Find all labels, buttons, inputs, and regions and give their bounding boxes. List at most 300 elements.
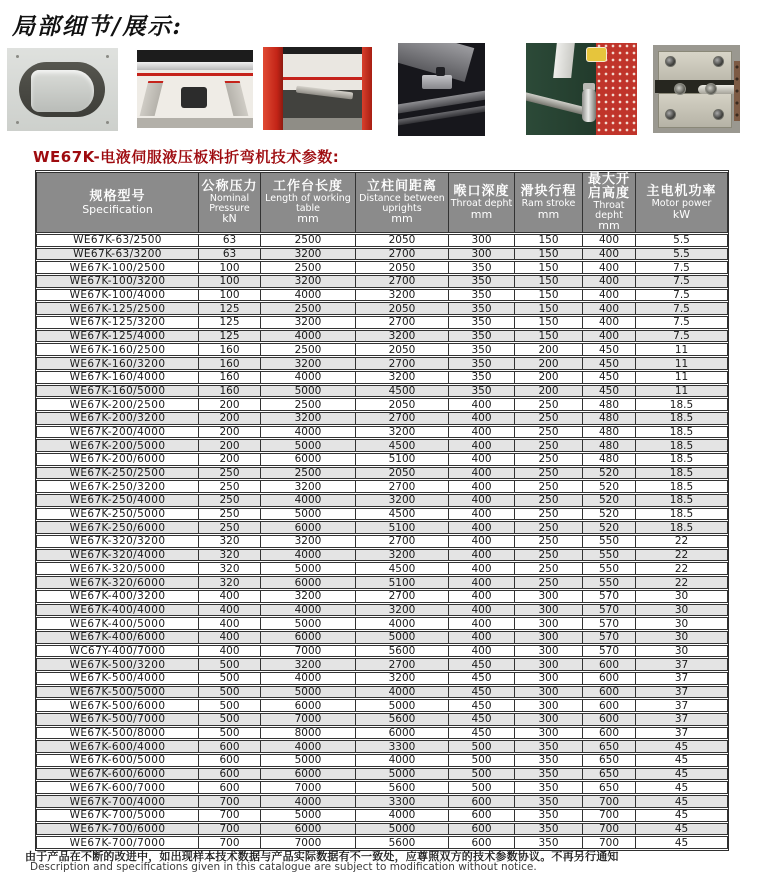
value-cell: 500: [199, 686, 261, 699]
model-cell: WE67K-160/2500: [36, 343, 199, 356]
value-cell: 160: [199, 357, 261, 370]
gauge-mechanism-shape: [181, 87, 207, 107]
value-cell: 4000: [261, 330, 356, 343]
value-cell: 400: [583, 316, 636, 329]
model-cell: WE67K-600/4000: [36, 740, 199, 753]
floor-shape: [283, 118, 363, 130]
value-cell: 400: [449, 398, 515, 411]
value-cell: 350: [515, 781, 583, 794]
value-cell: 6000: [261, 768, 356, 781]
value-cell: 300: [515, 590, 583, 603]
screw-dot: [106, 121, 109, 124]
value-cell: 400: [449, 549, 515, 562]
model-cell: WE67K-400/6000: [36, 631, 199, 644]
model-cell: WE67K-500/7000: [36, 713, 199, 726]
value-cell: 22: [636, 535, 728, 548]
page-title: 局部细节/展示:: [12, 13, 183, 40]
value-cell: 11: [636, 357, 728, 370]
product-photo-2: [137, 50, 253, 128]
value-cell: 450: [583, 343, 636, 356]
disclaimer-en: Description and specifications given in this catalogue are subject to modification without notice.: [30, 861, 537, 873]
floor-shape: [137, 118, 253, 128]
value-cell: 5000: [356, 823, 449, 836]
model-cell: WE67K-600/6000: [36, 768, 199, 781]
value-cell: 7.5: [636, 316, 728, 329]
value-cell: 520: [583, 494, 636, 507]
value-cell: 4500: [356, 385, 449, 398]
value-cell: 600: [449, 836, 515, 849]
spec-row: [36, 439, 728, 452]
value-cell: 200: [199, 426, 261, 439]
value-cell: 350: [515, 795, 583, 808]
value-cell: 7000: [261, 713, 356, 726]
value-cell: 600: [583, 686, 636, 699]
column-header: 规格型号 Specification: [36, 172, 199, 233]
value-cell: 4000: [261, 289, 356, 302]
value-cell: 350: [449, 330, 515, 343]
value-cell: 250: [515, 426, 583, 439]
value-cell: 700: [583, 823, 636, 836]
value-cell: 160: [199, 371, 261, 384]
value-cell: 650: [583, 768, 636, 781]
model-cell: WC67Y-400/7000: [36, 645, 199, 658]
value-cell: 5000: [261, 439, 356, 452]
model-cell: WE67K-160/4000: [36, 371, 199, 384]
value-cell: 600: [199, 754, 261, 767]
value-cell: 2500: [261, 234, 356, 247]
value-cell: 250: [515, 521, 583, 534]
value-cell: 5000: [261, 508, 356, 521]
spec-row: [36, 316, 728, 329]
value-cell: 520: [583, 508, 636, 521]
spec-row: [36, 713, 728, 726]
value-cell: 450: [449, 713, 515, 726]
value-cell: 200: [515, 343, 583, 356]
model-cell: WE67K-160/3200: [36, 357, 199, 370]
value-cell: 250: [515, 439, 583, 452]
product-photo-6: [653, 45, 740, 133]
value-cell: 250: [199, 467, 261, 480]
value-cell: 250: [515, 494, 583, 507]
value-cell: 350: [449, 316, 515, 329]
spec-row: [36, 385, 728, 398]
spec-row: [36, 467, 728, 480]
value-cell: 45: [636, 836, 728, 849]
value-cell: 3200: [356, 371, 449, 384]
value-cell: 100: [199, 261, 261, 274]
model-cell: WE67K-320/3200: [36, 535, 199, 548]
spec-row: [36, 672, 728, 685]
value-cell: 100: [199, 275, 261, 288]
spec-row: [36, 330, 728, 343]
value-cell: 4000: [261, 795, 356, 808]
value-cell: 300: [515, 686, 583, 699]
model-cell: WE67K-125/4000: [36, 330, 199, 343]
value-cell: 600: [449, 795, 515, 808]
spec-row: [36, 508, 728, 521]
value-cell: 300: [515, 699, 583, 712]
value-cell: 7000: [261, 645, 356, 658]
value-cell: 160: [199, 385, 261, 398]
value-cell: 125: [199, 316, 261, 329]
model-cell: WE67K-500/8000: [36, 727, 199, 740]
value-cell: 2700: [356, 248, 449, 261]
value-cell: 500: [199, 727, 261, 740]
value-cell: 200: [515, 385, 583, 398]
value-cell: 350: [515, 768, 583, 781]
disclaimer-cn: 由于产品在不断的改进中，如出现样本技术数据与产品实际数据有不一致处，应尊照双方的技术参数协议。不再另行通知: [25, 850, 619, 863]
value-cell: 400: [449, 508, 515, 521]
value-cell: 450: [449, 672, 515, 685]
value-cell: 2050: [356, 234, 449, 247]
column-header: 公称压力 Nominal Pressure kN: [199, 172, 261, 233]
value-cell: 4500: [356, 439, 449, 452]
value-cell: 45: [636, 740, 728, 753]
value-cell: 3300: [356, 740, 449, 753]
value-cell: 500: [449, 740, 515, 753]
value-cell: 160: [199, 343, 261, 356]
model-cell: WE67K-700/6000: [36, 823, 199, 836]
value-cell: 150: [515, 275, 583, 288]
value-cell: 500: [199, 699, 261, 712]
value-cell: 700: [583, 795, 636, 808]
value-cell: 350: [515, 754, 583, 767]
value-cell: 37: [636, 658, 728, 671]
value-cell: 5600: [356, 713, 449, 726]
value-cell: 500: [199, 658, 261, 671]
value-cell: 600: [583, 699, 636, 712]
value-cell: 18.5: [636, 494, 728, 507]
value-cell: 200: [199, 439, 261, 452]
value-cell: 350: [515, 740, 583, 753]
value-cell: 700: [583, 809, 636, 822]
model-cell: WE67K-500/6000: [36, 699, 199, 712]
carriage-block-shape: [422, 75, 452, 90]
value-cell: 37: [636, 686, 728, 699]
column-header: 工作台长度 Length of working table mm: [261, 172, 356, 233]
value-cell: 480: [583, 426, 636, 439]
model-cell: WE67K-400/4000: [36, 604, 199, 617]
model-cell: WE67K-200/2500: [36, 398, 199, 411]
spec-row: [36, 631, 728, 644]
red-stripe-shape: [283, 77, 363, 80]
value-cell: 4000: [261, 549, 356, 562]
spec-row: [36, 275, 728, 288]
value-cell: 2500: [261, 302, 356, 315]
value-cell: 150: [515, 261, 583, 274]
value-cell: 45: [636, 754, 728, 767]
value-cell: 350: [449, 357, 515, 370]
value-cell: 400: [449, 412, 515, 425]
value-cell: 570: [583, 604, 636, 617]
spec-row: [36, 781, 728, 794]
value-cell: 4000: [261, 740, 356, 753]
value-cell: 18.5: [636, 412, 728, 425]
value-cell: 5000: [261, 385, 356, 398]
value-cell: 480: [583, 453, 636, 466]
value-cell: 500: [199, 713, 261, 726]
value-cell: 5100: [356, 521, 449, 534]
value-cell: 250: [515, 412, 583, 425]
value-cell: 480: [583, 412, 636, 425]
value-cell: 200: [515, 371, 583, 384]
value-cell: 250: [515, 535, 583, 548]
column-header: 主电机功率 Motor power kW: [636, 172, 728, 233]
value-cell: 5000: [356, 699, 449, 712]
value-cell: 2050: [356, 302, 449, 315]
value-cell: 150: [515, 234, 583, 247]
value-cell: 11: [636, 385, 728, 398]
spec-row: [36, 576, 728, 589]
value-cell: 11: [636, 343, 728, 356]
spec-row: [36, 535, 728, 548]
spec-row: [36, 234, 728, 247]
spec-row: [36, 521, 728, 534]
value-cell: 3200: [261, 412, 356, 425]
value-cell: 7.5: [636, 275, 728, 288]
model-cell: WE67K-63/3200: [36, 248, 199, 261]
value-cell: 350: [449, 371, 515, 384]
model-cell: WE67K-100/4000: [36, 289, 199, 302]
value-cell: 400: [449, 494, 515, 507]
spec-row: [36, 480, 728, 493]
model-cell: WE67K-160/5000: [36, 385, 199, 398]
value-cell: 37: [636, 699, 728, 712]
value-cell: 45: [636, 823, 728, 836]
model-cell: WE67K-200/4000: [36, 426, 199, 439]
red-frame-column: [362, 47, 372, 130]
value-cell: 3200: [261, 357, 356, 370]
value-cell: 30: [636, 645, 728, 658]
value-cell: 250: [515, 549, 583, 562]
value-cell: 650: [583, 740, 636, 753]
value-cell: 5.5: [636, 248, 728, 261]
model-cell: WE67K-700/4000: [36, 795, 199, 808]
value-cell: 200: [199, 453, 261, 466]
value-cell: 63: [199, 234, 261, 247]
screw-dot: [106, 55, 109, 58]
column-header: 立柱间距离 Distance between uprights mm: [356, 172, 449, 233]
value-cell: 3200: [356, 289, 449, 302]
value-cell: 650: [583, 781, 636, 794]
value-cell: 2700: [356, 590, 449, 603]
value-cell: 4000: [261, 604, 356, 617]
value-cell: 400: [199, 617, 261, 630]
value-cell: 450: [449, 686, 515, 699]
value-cell: 250: [199, 521, 261, 534]
spec-row: [36, 809, 728, 822]
spec-row: [36, 754, 728, 767]
spec-row: [36, 562, 728, 575]
value-cell: 8000: [261, 727, 356, 740]
model-cell: WE67K-500/3200: [36, 658, 199, 671]
product-photo-5: [526, 43, 637, 135]
spec-row: [36, 302, 728, 315]
spec-row: [36, 645, 728, 658]
value-cell: 5000: [261, 562, 356, 575]
value-cell: 250: [515, 508, 583, 521]
value-cell: 7.5: [636, 330, 728, 343]
value-cell: 400: [199, 604, 261, 617]
value-cell: 3200: [261, 248, 356, 261]
value-cell: 22: [636, 562, 728, 575]
value-cell: 2500: [261, 467, 356, 480]
value-cell: 400: [449, 453, 515, 466]
value-cell: 320: [199, 535, 261, 548]
value-cell: 4000: [261, 371, 356, 384]
value-cell: 250: [515, 453, 583, 466]
value-cell: 400: [583, 248, 636, 261]
value-cell: 150: [515, 289, 583, 302]
model-cell: WE67K-600/7000: [36, 781, 199, 794]
model-cell: WE67K-100/3200: [36, 275, 199, 288]
value-cell: 300: [515, 658, 583, 671]
value-cell: 250: [515, 467, 583, 480]
value-cell: 4000: [356, 754, 449, 767]
model-cell: WE67K-600/5000: [36, 754, 199, 767]
spec-row: [36, 795, 728, 808]
spec-row: [36, 549, 728, 562]
value-cell: 200: [199, 398, 261, 411]
value-cell: 63: [199, 248, 261, 261]
lubricator-shape: [582, 89, 596, 122]
value-cell: 2500: [261, 261, 356, 274]
value-cell: 4000: [261, 426, 356, 439]
model-cell: WE67K-400/5000: [36, 617, 199, 630]
value-cell: 400: [449, 562, 515, 575]
value-cell: 350: [449, 343, 515, 356]
value-cell: 500: [199, 672, 261, 685]
value-cell: 5600: [356, 781, 449, 794]
value-cell: 3200: [261, 480, 356, 493]
screw-dot: [16, 121, 19, 124]
value-cell: 400: [449, 535, 515, 548]
value-cell: 400: [449, 576, 515, 589]
model-cell: WE67K-125/3200: [36, 316, 199, 329]
value-cell: 570: [583, 631, 636, 644]
value-cell: 700: [199, 836, 261, 849]
spec-row: [36, 289, 728, 302]
value-cell: 4000: [261, 494, 356, 507]
value-cell: 4000: [261, 672, 356, 685]
silver-band-shape: [137, 62, 253, 71]
value-cell: 400: [583, 234, 636, 247]
value-cell: 250: [515, 398, 583, 411]
value-cell: 18.5: [636, 480, 728, 493]
model-cell: WE67K-200/6000: [36, 453, 199, 466]
value-cell: 2700: [356, 316, 449, 329]
model-cell: WE67K-500/4000: [36, 672, 199, 685]
spec-row: [36, 686, 728, 699]
product-photo-3: [263, 47, 372, 130]
spec-row: [36, 740, 728, 753]
value-cell: 2700: [356, 275, 449, 288]
value-cell: 5100: [356, 576, 449, 589]
value-cell: 570: [583, 590, 636, 603]
value-cell: 400: [449, 480, 515, 493]
value-cell: 7000: [261, 781, 356, 794]
value-cell: 350: [449, 385, 515, 398]
value-cell: 600: [449, 823, 515, 836]
value-cell: 600: [583, 672, 636, 685]
product-photo-1: [7, 48, 118, 131]
value-cell: 2700: [356, 658, 449, 671]
spec-row: [36, 343, 728, 356]
value-cell: 150: [515, 316, 583, 329]
value-cell: 30: [636, 631, 728, 644]
value-cell: 300: [515, 645, 583, 658]
value-cell: 400: [449, 617, 515, 630]
value-cell: 400: [583, 275, 636, 288]
value-cell: 3200: [261, 316, 356, 329]
spec-row: [36, 398, 728, 411]
value-cell: 5000: [356, 631, 449, 644]
value-cell: 200: [515, 357, 583, 370]
spec-row: [36, 823, 728, 836]
value-cell: 400: [449, 590, 515, 603]
value-cell: 450: [583, 357, 636, 370]
value-cell: 5000: [261, 686, 356, 699]
value-cell: 700: [199, 795, 261, 808]
value-cell: 6000: [261, 453, 356, 466]
value-cell: 500: [449, 754, 515, 767]
value-cell: 300: [515, 617, 583, 630]
value-cell: 30: [636, 604, 728, 617]
value-cell: 18.5: [636, 467, 728, 480]
value-cell: 500: [449, 768, 515, 781]
value-cell: 550: [583, 562, 636, 575]
model-cell: WE67K-200/5000: [36, 439, 199, 452]
value-cell: 300: [515, 727, 583, 740]
spec-row: [36, 426, 728, 439]
value-cell: 400: [449, 645, 515, 658]
product-photo-4: [398, 43, 485, 136]
model-cell: WE67K-400/3200: [36, 590, 199, 603]
value-cell: 300: [449, 234, 515, 247]
value-cell: 7.5: [636, 302, 728, 315]
value-cell: 400: [449, 426, 515, 439]
value-cell: 45: [636, 768, 728, 781]
model-cell: WE67K-320/5000: [36, 562, 199, 575]
spec-row: [36, 590, 728, 603]
screw-head: [674, 83, 686, 95]
value-cell: 400: [449, 604, 515, 617]
value-cell: 600: [583, 713, 636, 726]
spec-row: [36, 768, 728, 781]
value-cell: 300: [515, 631, 583, 644]
value-cell: 30: [636, 617, 728, 630]
value-cell: 7000: [261, 836, 356, 849]
value-cell: 22: [636, 576, 728, 589]
value-cell: 45: [636, 809, 728, 822]
value-cell: 6000: [261, 631, 356, 644]
value-cell: 5600: [356, 836, 449, 849]
value-cell: 2700: [356, 357, 449, 370]
value-cell: 150: [515, 248, 583, 261]
value-cell: 4000: [356, 809, 449, 822]
value-cell: 650: [583, 754, 636, 767]
value-cell: 520: [583, 480, 636, 493]
value-cell: 400: [583, 330, 636, 343]
value-cell: 570: [583, 645, 636, 658]
value-cell: 6000: [261, 576, 356, 589]
value-cell: 18.5: [636, 426, 728, 439]
value-cell: 400: [449, 467, 515, 480]
spec-row: [36, 699, 728, 712]
value-cell: 5000: [261, 754, 356, 767]
value-cell: 700: [199, 809, 261, 822]
value-cell: 400: [583, 302, 636, 315]
